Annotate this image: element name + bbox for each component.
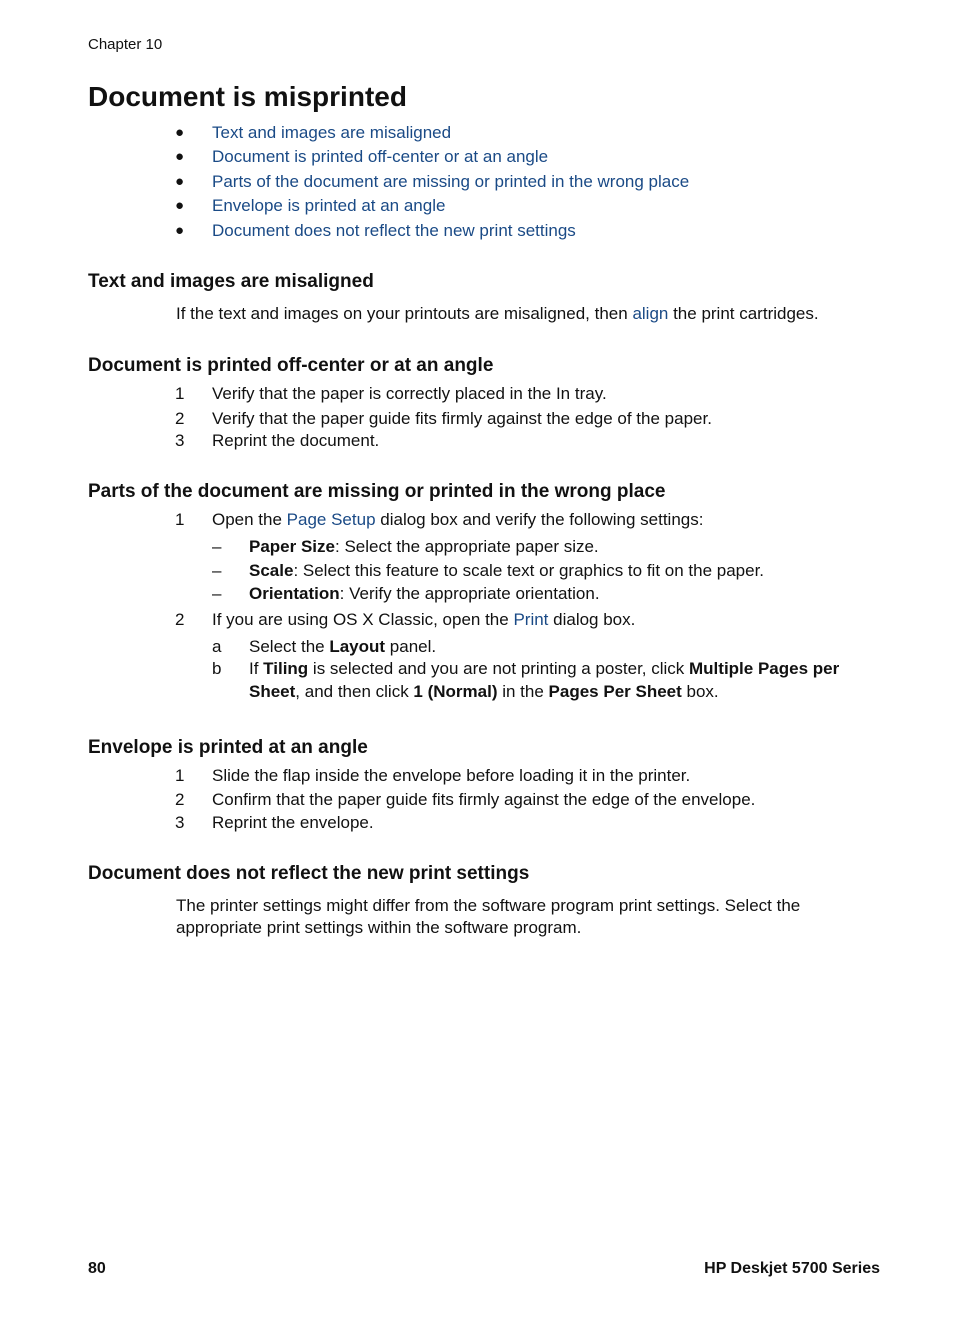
substep-part: box.: [681, 682, 719, 701]
section-heading-missing-parts: Parts of the document are missing or printed in the wrong place: [88, 481, 666, 502]
page-setup-link[interactable]: Page Setup: [286, 510, 376, 529]
setting-desc: : Select the appropriate paper size.: [335, 537, 599, 556]
substep-part: If: [249, 659, 264, 678]
toc-link-missing-parts[interactable]: Parts of the document are missing or printed in the wrong place: [212, 172, 690, 191]
toc-link-off-center[interactable]: Document is printed off-center or at an angle: [212, 147, 549, 166]
toc-link-envelope[interactable]: Envelope is printed at an angle: [212, 196, 446, 215]
toc-link-misaligned[interactable]: Text and images are misaligned: [212, 123, 452, 142]
step-number: 2: [175, 409, 185, 428]
step-text: [212, 610, 635, 630]
chapter-label: Chapter 10: [88, 36, 163, 53]
misaligned-paragraph: [176, 304, 819, 324]
settings-paragraph-line: The printer settings might differ from the software program print settings. Select the: [176, 896, 801, 915]
substep-letter: b: [212, 659, 222, 678]
bullet-icon: ●: [175, 197, 185, 214]
step-number: 1: [175, 766, 185, 785]
para-text: the print cartridges.: [668, 304, 819, 323]
substep-letter: a: [212, 637, 222, 656]
dash-marker: –: [212, 537, 222, 556]
product-name: HP Deskjet 5700 Series: [704, 1260, 880, 1277]
section-heading-misaligned: Text and images are misaligned: [88, 271, 374, 292]
substep-bold: Multiple Pages per: [689, 659, 840, 678]
align-link[interactable]: align: [632, 304, 669, 323]
bullet-icon: ●: [175, 173, 185, 190]
substep-text: [249, 637, 436, 657]
dash-marker: –: [212, 561, 222, 580]
setting-term: Scale: [249, 561, 294, 580]
step-number: 3: [175, 813, 185, 832]
step-number: 3: [175, 431, 185, 450]
section-heading-off-center: Document is printed off-center or at an angle: [88, 355, 494, 376]
step-text: Verify that the paper is correctly placed in the In tray.: [212, 384, 607, 403]
substep-bold: Pages Per Sheet: [548, 682, 682, 701]
substep-bold: 1 (Normal): [413, 682, 498, 701]
section-heading-new-settings: Document does not reflect the new print settings: [88, 863, 530, 884]
step-text: Reprint the envelope.: [212, 813, 374, 832]
substep-bold: Layout: [329, 637, 386, 656]
step-text-part: Open the: [212, 510, 287, 529]
settings-paragraph-line: appropriate print settings within the software program.: [176, 918, 582, 937]
step-text-part: dialog box and verify the following settings:: [375, 510, 704, 529]
step-number: 1: [175, 384, 185, 403]
step-text-part: If you are using OS X Classic, open the: [212, 610, 514, 629]
substep-part: is selected and you are not printing a poster, click: [308, 659, 690, 678]
page-title: Document is misprinted: [88, 81, 407, 112]
step-number: 2: [175, 610, 185, 629]
step-text: Confirm that the paper guide fits firmly against the edge of the envelope.: [212, 790, 756, 809]
step-text-part: dialog box.: [548, 610, 636, 629]
substep-part: panel.: [385, 637, 437, 656]
section-heading-envelope: Envelope is printed at an angle: [88, 737, 368, 758]
substep-text: [249, 659, 839, 679]
setting-term: Orientation: [249, 584, 340, 603]
step-text: Slide the flap inside the envelope before loading it in the printer.: [212, 766, 691, 785]
setting-orientation: [249, 584, 600, 604]
para-text: If the text and images on your printouts are misaligned, then: [176, 304, 633, 323]
step-number: 2: [175, 790, 185, 809]
substep-part: Select the: [249, 637, 330, 656]
step-text: Reprint the document.: [212, 431, 380, 450]
bullet-icon: ●: [175, 148, 185, 165]
substep-bold: Sheet: [249, 682, 296, 701]
setting-scale: [249, 561, 764, 581]
substep-text-cont: [249, 682, 719, 702]
page-number: 80: [88, 1260, 106, 1277]
bullet-icon: ●: [175, 124, 185, 141]
step-text: Verify that the paper guide fits firmly against the edge of the paper.: [212, 409, 712, 428]
substep-part: , and then click: [295, 682, 414, 701]
substep-part: in the: [497, 682, 549, 701]
print-link[interactable]: Print: [513, 610, 549, 629]
toc-link-new-settings[interactable]: Document does not reflect the new print settings: [212, 221, 576, 240]
bullet-icon: ●: [175, 222, 185, 239]
step-text: [212, 510, 703, 530]
substep-bold: Tiling: [263, 659, 309, 678]
setting-desc: : Verify the appropriate orientation.: [339, 584, 600, 603]
setting-paper-size: [249, 537, 599, 557]
setting-desc: : Select this feature to scale text or graphics to fit on the paper.: [293, 561, 765, 580]
setting-term: Paper Size: [249, 537, 335, 556]
dash-marker: –: [212, 584, 222, 603]
step-number: 1: [175, 510, 185, 529]
